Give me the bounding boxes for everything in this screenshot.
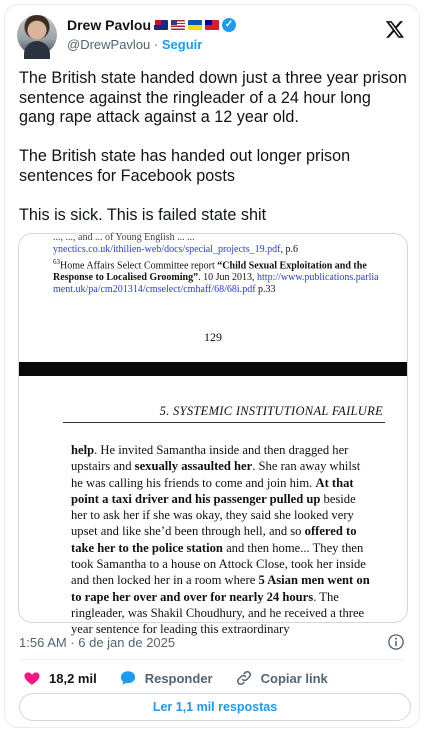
footnote-date: . 10 Jun 2013,	[198, 272, 258, 284]
like-button[interactable]	[23, 669, 97, 687]
body-bold-run: 5 Asian men went on to rape her over and over for nearly 24 hours	[71, 573, 370, 604]
avatar[interactable]	[17, 15, 57, 55]
body-text-run: beside her to ask her if she was okay, they said she looked very upset and like she’d been through hell, and so	[71, 491, 356, 539]
section-title: 5. SYSTEMIC INSTITUTIONAL FAILURE	[159, 404, 383, 418]
footnote-number: 63	[53, 258, 60, 266]
info-icon[interactable]	[387, 633, 405, 651]
reply-bubble-icon	[119, 669, 137, 687]
body-text-run: and then home... They then took Samantha to a house on Attock Close, took her inside and then locked her in a room where	[71, 540, 366, 588]
usa-flag-icon	[171, 20, 185, 30]
body-text-run: . He invited Samantha inside and then dragged her upstairs and	[71, 443, 349, 474]
page-number: 129	[204, 330, 222, 344]
body-bold-run: At that point a taxi driver and his passenger pulled up	[71, 475, 354, 506]
page-separator-bar	[19, 362, 407, 376]
copy-link-button[interactable]	[235, 669, 328, 687]
tweet-timestamp[interactable]: 1:56 AM · 6 de jan de 2025	[19, 635, 176, 650]
handle-separator: ·	[153, 37, 159, 52]
footnote-link-2: http://www.publications.parliament.uk/pa/cm201314/cmselect/cmhaff/68/68i.pdf	[53, 272, 379, 296]
taiwan-flag-icon	[205, 20, 219, 30]
footnote-title: “Child Sexual Exploitation and the Response to Localised Grooming”	[53, 260, 367, 284]
reply-label: Responder	[144, 670, 213, 686]
divider	[19, 659, 405, 660]
body-bold-run: help	[71, 443, 95, 457]
heart-icon	[23, 669, 41, 687]
australia-flag-icon	[154, 20, 168, 30]
section-rule	[63, 422, 385, 423]
footnote-link-1: ynectics.co.uk/ithilien-web/docs/special_projects_19.pdf	[53, 244, 281, 255]
avatar-shoulders	[24, 41, 50, 59]
tweet-text: The British state handed down just a three year prison sentence against the ringleader of a 24 hour long gang rape attack against a 12 year old. The British state has handed out longer prison sentences for Facebook posts This is sick. This is failed state shit	[19, 69, 407, 224]
like-count: 18,2 mil	[49, 670, 97, 686]
footnote-link-2-suffix: p.33	[255, 284, 276, 296]
copy-link-label: Copiar link	[260, 670, 328, 686]
ukraine-flag-icon	[188, 20, 202, 30]
footnote-partial-line: ..., ..., and ... of Young English ... ...	[53, 232, 195, 243]
link-icon	[235, 669, 253, 687]
body-bold-run: sexually assaulted her	[134, 459, 253, 474]
follow-button[interactable]: Seguir	[161, 37, 203, 52]
tweet-actions	[23, 669, 350, 687]
body-bold-run: offered to take her to the police station	[71, 524, 357, 555]
read-replies-button[interactable]: Ler 1,1 mil respostas	[19, 693, 411, 721]
author-handle-line	[67, 37, 202, 52]
verified-badge-icon: ✓	[222, 18, 236, 32]
footnote-link-1-suffix: , p.6	[280, 244, 298, 255]
document-body-paragraph	[71, 442, 371, 638]
x-logo-icon[interactable]	[385, 19, 405, 39]
reply-button[interactable]	[119, 669, 213, 687]
footnote-prefix: Home Affairs Select Committee report	[60, 260, 218, 272]
tweet-header	[17, 15, 407, 59]
author-handle[interactable]: @DrewPavlou	[67, 37, 151, 52]
body-text-run: . She ran away whilst he was calling his friends to come and join him.	[71, 459, 361, 490]
author-display-name[interactable]: Drew Pavlou	[67, 17, 152, 33]
author-name-line	[67, 17, 236, 33]
footnote-63	[53, 256, 383, 296]
tweet-card	[4, 4, 420, 728]
tweet-media-image[interactable]	[18, 232, 408, 637]
footnote-line-1	[53, 244, 383, 256]
body-text-run: . The ringleader, was Shakil Choudhury, and he received a three year sentence for leading this extraordinary	[71, 589, 365, 637]
